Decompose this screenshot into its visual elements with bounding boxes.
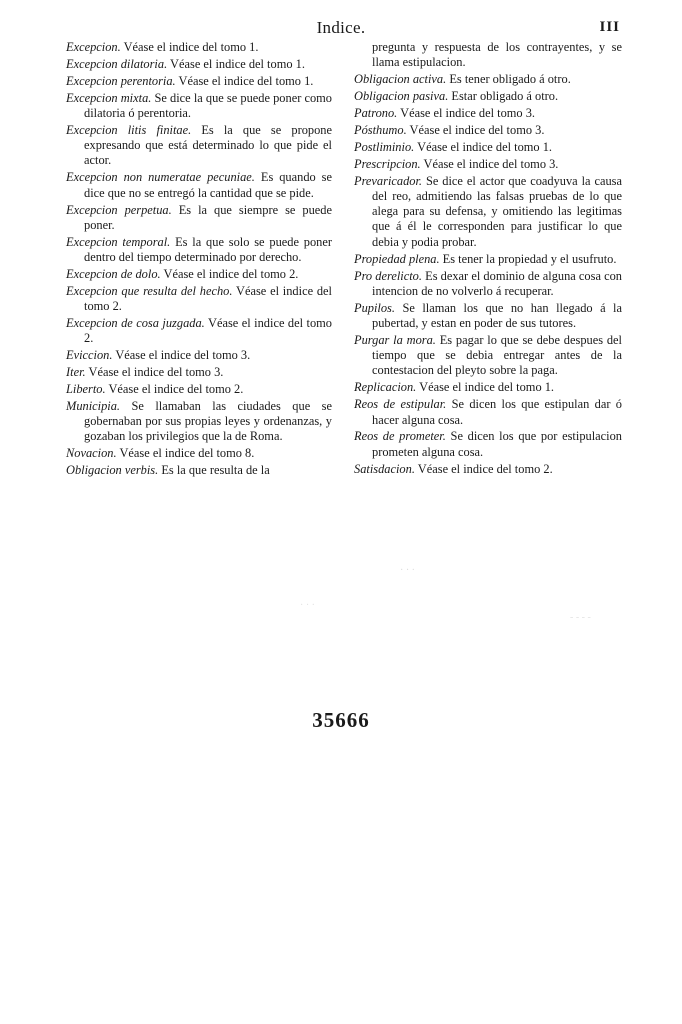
index-entry xyxy=(66,284,332,315)
index-entry xyxy=(354,269,622,300)
index-definition: Véase el indice del tomo 3. xyxy=(420,156,559,171)
continued-entry: pregunta y respuesta de los contrayentes, y se llama estipulacion. xyxy=(372,40,622,70)
index-definition: Véase el indice del tomo 2. xyxy=(160,266,299,281)
index-term: Novacion. xyxy=(66,446,117,461)
index-entry xyxy=(354,333,622,379)
index-term: Prescripcion. xyxy=(354,156,421,171)
index-definition: Véase el indice del tomo 2. xyxy=(84,283,333,314)
index-entry xyxy=(66,170,332,201)
index-entry xyxy=(354,140,622,155)
index-definition: Se dicen los que estipulan dar ó hacer alguna cosa. xyxy=(372,397,622,427)
index-definition: Es la que resulta de la xyxy=(158,463,270,478)
bleed-through-mark: - - - - xyxy=(570,612,591,623)
index-definition: Se llamaban las ciudades que se gobernaban por sus propias leyes y ordenanzas, y gozaban los privilegios que la de Roma. xyxy=(84,398,332,444)
index-term: Excepcion temporal. xyxy=(66,234,171,249)
index-definition: Es quando se dice que no se entregó la cantidad que se pide. xyxy=(84,170,332,200)
index-definition: Es la que siempre se puede poner. xyxy=(84,202,332,232)
index-entry xyxy=(354,252,622,267)
index-term: Reos de prometer. xyxy=(354,429,446,444)
bleed-through-mark: · · · xyxy=(400,565,415,576)
index-definition: Véase el indice del tomo 3. xyxy=(397,105,536,120)
bleed-through-mark: · · · xyxy=(300,600,315,611)
index-entry xyxy=(354,301,622,332)
index-term: Liberto. xyxy=(66,381,106,396)
index-definition: Véase el indice del tomo 3. xyxy=(85,365,224,380)
index-term: Reos de estipular. xyxy=(354,397,447,412)
index-definition: Es la que solo se puede poner dentro del tiempo determinado por derecho. xyxy=(84,234,332,265)
index-definition: Se dicen los que por estipulacion prometen alguna cosa. xyxy=(372,429,622,459)
index-term: Excepcion. xyxy=(66,40,121,54)
left-column xyxy=(66,40,332,480)
index-term: Excepcion perentoria. xyxy=(66,73,176,88)
index-entry xyxy=(66,91,332,122)
index-definition: Es tener la propiedad y el usufruto. xyxy=(439,251,617,266)
index-term: Pósthumo. xyxy=(354,122,407,137)
index-entry xyxy=(354,123,622,138)
index-definition: Se llaman los que no han llegado á la pubertad, y estan en poder de sus tutores. xyxy=(372,300,622,330)
index-term: Excepcion que resulta del hecho. xyxy=(66,283,233,298)
index-term: Pro derelicto. xyxy=(354,268,422,283)
page-title: Indice. xyxy=(316,18,366,37)
index-entry xyxy=(66,235,332,266)
index-term: Obligacion activa. xyxy=(354,72,447,87)
index-term: Excepcion de dolo. xyxy=(66,266,161,281)
index-entry xyxy=(354,174,622,250)
page-number: III xyxy=(599,19,620,35)
index-entry xyxy=(66,57,332,72)
index-entry xyxy=(66,382,332,397)
index-entry xyxy=(66,446,332,461)
index-entry xyxy=(354,462,622,477)
index-definition: Es dexar el dominio de alguna cosa con intencion de no volverlo á recuperar. xyxy=(372,268,622,298)
index-term: Prevaricador. xyxy=(354,173,423,188)
index-term: Municipia. xyxy=(66,398,121,413)
index-definition: Véase el indice del tomo 3. xyxy=(112,348,251,363)
index-entry xyxy=(66,74,332,89)
index-entry xyxy=(66,463,332,478)
index-entry xyxy=(66,316,332,347)
index-definition: Es la que se propone expresando que está determinado lo que pide el actor. xyxy=(84,122,332,168)
index-definition: Es pagar lo que se debe despues del tiempo que se debia entregar antes de la contestacion del pleyto sobre la paga. xyxy=(372,332,622,378)
index-definition: Véase el indice del tomo 3. xyxy=(406,122,545,137)
index-term: Excepcion mixta. xyxy=(66,90,152,105)
index-definition: Véase el indice del tomo 2. xyxy=(414,461,553,476)
index-entry xyxy=(354,89,622,104)
index-entry xyxy=(354,157,622,172)
index-definition: Es tener obligado á otro. xyxy=(446,72,571,87)
index-term: Excepcion dilatoria. xyxy=(66,56,168,71)
index-term: Replicacion. xyxy=(354,380,417,395)
index-term: Obligacion verbis. xyxy=(66,463,159,478)
index-definition: Se dice la que se puede poner como dilatoria ó perentoria. xyxy=(84,90,332,120)
index-definition: Véase el indice del tomo 1. xyxy=(167,56,305,71)
inventory-stamp: 35666 xyxy=(312,708,370,732)
index-definition: Se dice el actor que coadyuva la causa del reo, admitiendo las falsas pruebas de lo que alega para su defensa, y omitiendo las legitimas que á él le corresponden para justificar lo que debia y podia probar. xyxy=(372,173,622,249)
index-term: Patrono. xyxy=(354,105,398,120)
index-term: Eviccion. xyxy=(66,348,113,363)
right-column xyxy=(354,40,622,479)
index-entry xyxy=(66,123,332,169)
index-term: Excepcion de cosa juzgada. xyxy=(66,315,205,330)
index-term: Pupilos. xyxy=(354,300,395,315)
index-definition: Véase el indice del tomo 1. xyxy=(414,139,552,154)
index-definition: Véase el indice del tomo 1. xyxy=(416,380,555,395)
index-entry xyxy=(66,348,332,363)
index-entry xyxy=(354,106,622,121)
index-definition: Véase el indice del tomo 2. xyxy=(105,381,244,396)
index-entry xyxy=(354,72,622,87)
index-term: Excepcion perpetua. xyxy=(66,202,172,217)
index-definition: Véase el indice del tomo 1. xyxy=(175,73,314,88)
index-entry xyxy=(66,365,332,380)
index-entry xyxy=(66,203,332,234)
index-definition: Estar obligado á otro. xyxy=(448,89,559,104)
index-term: Excepcion non numeratae pecuniae. xyxy=(66,170,255,185)
index-term: Excepcion litis finitae. xyxy=(66,122,192,137)
index-definition: Véase el indice del tomo 2. xyxy=(84,315,332,346)
index-entry xyxy=(66,399,332,445)
index-definition: Véase el indice del tomo 1. xyxy=(120,40,259,54)
index-entry xyxy=(354,429,622,460)
index-entry xyxy=(66,267,332,282)
index-entry xyxy=(66,40,332,55)
index-definition: Véase el indice del tomo 8. xyxy=(116,446,255,461)
index-term: Propiedad plena. xyxy=(354,251,440,266)
index-term: Obligacion pasiva. xyxy=(354,89,449,104)
index-entry xyxy=(354,397,622,428)
index-term: Postliminio. xyxy=(354,139,415,154)
index-term: Purgar la mora. xyxy=(354,332,436,347)
index-term: Satisdacion. xyxy=(354,461,415,476)
index-entry xyxy=(354,380,622,395)
index-term: Iter. xyxy=(66,365,86,380)
